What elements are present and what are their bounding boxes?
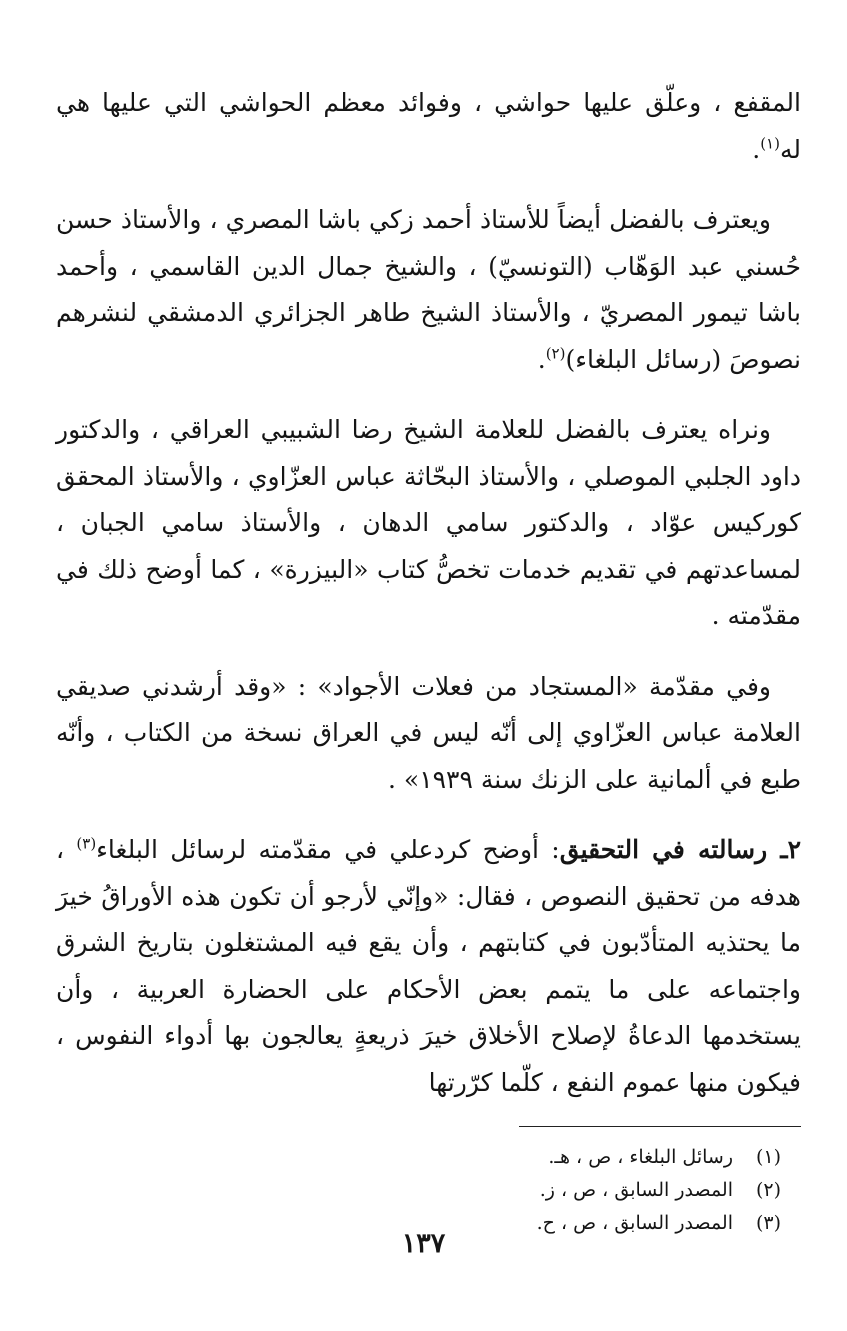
paragraph-1-tail: . bbox=[752, 134, 761, 164]
footnote-1 bbox=[56, 1141, 781, 1174]
footnotes bbox=[56, 1141, 801, 1240]
footnote-2 bbox=[56, 1174, 781, 1207]
footnote-text: المصدر السابق ، ص ، ح. bbox=[536, 1212, 733, 1234]
paragraph-5-lead: : أوضح كردعلي في مقدّمته لرسائل البلغاء bbox=[96, 835, 560, 864]
page-body bbox=[56, 80, 801, 1271]
footnote-number: (٣) bbox=[755, 1212, 781, 1234]
paragraph-5-text: ، هدفه من تحقيق النصوص ، فقال: «وإنّي لأرجو أن تكون هذه الأوراقُ خيرَ ما يحتذيه المتأدّبون في كتابتهم ، وأن يقع فيه المشتغلون بتاريخ الشرق واجتماعه على ما يتمم بعض الأحكام على الحضارة العربية ، وأن يستخدمها الدعاةُ لإصلاح الأخلاق خيرَ ذريعةٍ يعالجون بها أدواء النفوس ، فيكون منها عموم النفع ، كلّما كرّرتها bbox=[56, 835, 801, 1097]
footnote-text: المصدر السابق ، ص ، ز. bbox=[539, 1179, 733, 1201]
paragraph-3 bbox=[56, 407, 801, 640]
footnote-number: (٢) bbox=[755, 1179, 781, 1201]
footnote-text: رسائل البلغاء ، ص ، هـ. bbox=[548, 1146, 733, 1168]
paragraph-2-tail: . bbox=[537, 344, 546, 374]
page-number: ١٣٧ bbox=[401, 1228, 446, 1259]
footnote-ref-1: (١) bbox=[760, 134, 780, 153]
footnote-divider bbox=[519, 1126, 801, 1127]
footnote-ref-3: (٣) bbox=[76, 834, 97, 853]
paragraph-1-text: المقفع ، وعلّق عليها حواشي ، وفوائد معظم الحواشي التي عليها هي له bbox=[56, 88, 801, 164]
paragraph-1 bbox=[56, 80, 801, 173]
paragraph-4 bbox=[56, 664, 801, 804]
footnote-ref-2: (٢) bbox=[545, 344, 566, 363]
paragraph-2-text: ويعترف بالفضل أيضاً للأستاذ أحمد زكي باشا المصري ، والأستاذ حسن حُسني عبد الوَهّاب (التونسيّ) ، والشيخ جمال الدين القاسمي ، وأحمد باشا تيمور المصريّ ، والأستاذ الشيخ طاهر الجزائري الدمشقي لنشرهم نصوصَ (رسائل البلغاء) bbox=[56, 205, 801, 374]
footnote-number: (١) bbox=[755, 1146, 781, 1168]
paragraph-3-text: ونراه يعترف بالفضل للعلامة الشيخ رضا الشبيبي العراقي ، والدكتور داود الجلبي الموصلي ، والأستاذ البحّاثة عباس العزّاوي ، والأستاذ المحقق كوركيس عوّاد ، والدكتور سامي الدهان ، والأستاذ سامي الجبان ، لمساعدتهم في تقديم خدمات تخصُّ كتاب «البيزرة» ، كما أوضح ذلك في مقدّمته . bbox=[56, 415, 801, 630]
paragraph-5 bbox=[56, 827, 801, 1106]
paragraph-2 bbox=[56, 197, 801, 383]
section-heading: ٢ـ رسالته في التحقيق bbox=[559, 835, 801, 864]
paragraph-4-text: وفي مقدّمة «المستجاد من فعلات الأجواد» : «وقد أرشدني صديقي العلامة عباس العزّاوي إلى أنّه ليس في العراق نسخة من الكتاب ، وأنّه طبع في ألمانية على الزنك سنة ١٩٣٩» . bbox=[56, 671, 801, 794]
